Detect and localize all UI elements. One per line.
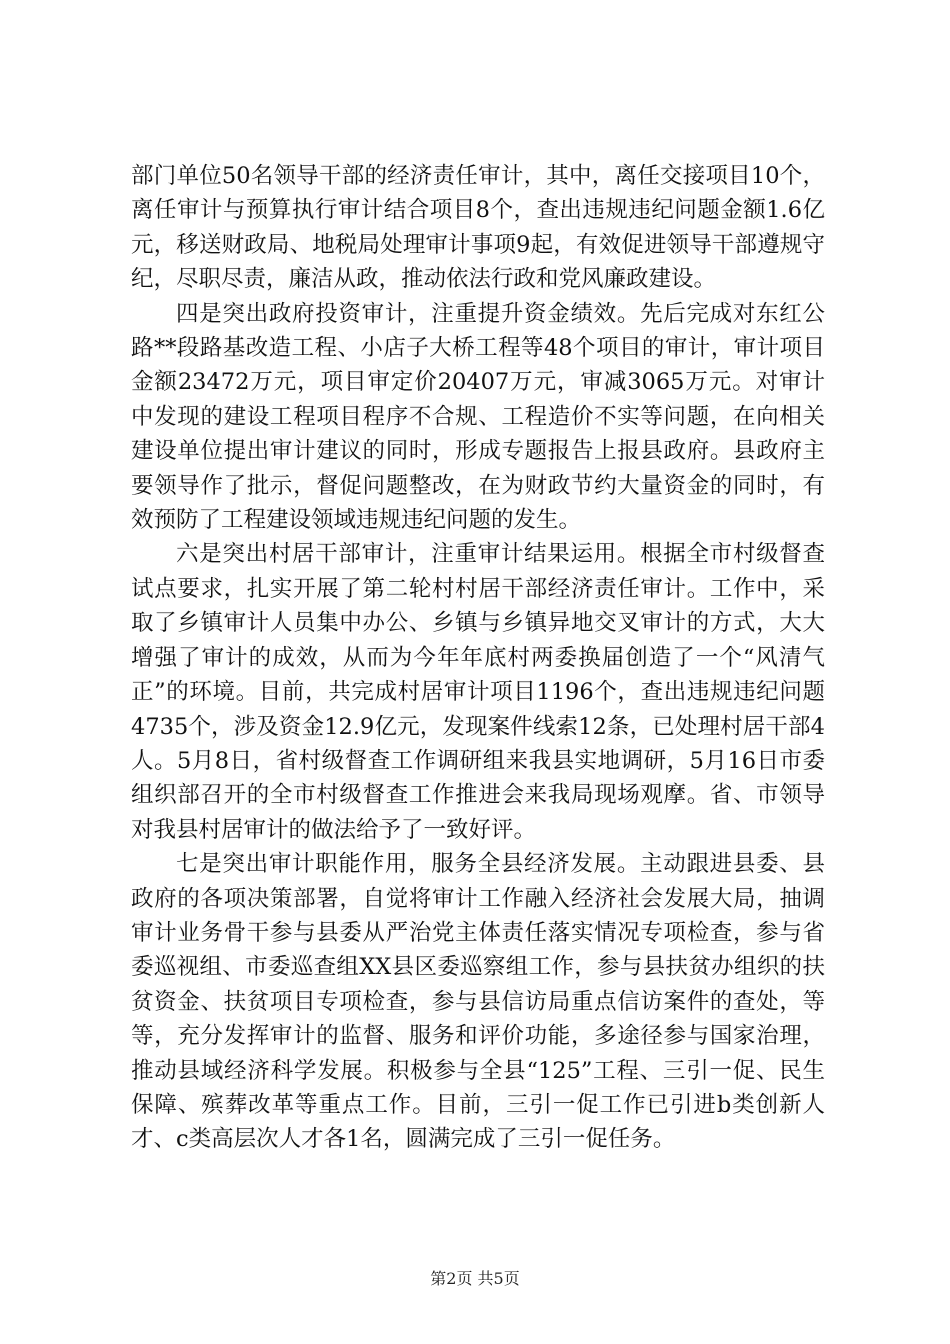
- document-body: [131, 159, 825, 1157]
- page-number-footer: 第2页 共5页: [430, 1269, 520, 1288]
- paragraph-audit-function: 七是突出审计职能作用，服务全县经济发展。主动跟进县委、县政府的各项决策部署，自觉将审计工作融入经济社会发展大局，抽调审计业务骨干参与县委从严治党主体责任落实情况专项检查，参与省委巡视组、市委巡查组XX县区委巡察组工作，参与县扶贫办组织的扶贫资金、扶贫项目专项检查，参与县信访局重点信访案件的查处，等等，充分发挥审计的监督、服务和评价功能，多途径参与国家治理，推动县域经济科学发展。积极参与全县“125”工程、三引一促、民生保障、殡葬改革等重点工作。目前，三引一促工作已引进b类创新人才、c类高层次人才各1名，圆满完成了三引一促任务。: [131, 851, 825, 1153]
- paragraph-leadership-audit: 部门单位50名领导干部的经济责任审计，其中，离任交接项目10个，离任审计与预算执行审计结合项目8个，查出违规违纪问题金额1.6亿元，移送财政局、地税局处理审计事项9起，有效促进领导干部遵规守纪，尽职尽责，廉洁从政，推动依法行政和党风廉政建设。: [131, 163, 825, 293]
- paragraph-government-investment-audit: 四是突出政府投资审计，注重提升资金绩效。先后完成对东红公路**段路基改造工程、小店子大桥工程等48个项目的审计，审计项目金额23472万元，项目审定价20407万元，审减3065万元。对审计中发现的建设工程项目程序不合规、工程造价不实等问题，在向相关建设单位提出审计建议的同时，形成专题报告上报县政府。县政府主要领导作了批示，督促问题整改，在为财政节约大量资金的同时，有效预防了工程建设领域违规违纪问题的发生。: [131, 300, 825, 534]
- paragraph-village-cadre-audit: 六是突出村居干部审计，注重审计结果运用。根据全市村级督查试点要求，扎实开展了第二轮村村居干部经济责任审计。工作中，采取了乡镇审计人员集中办公、乡镇与乡镇异地交叉审计的方式，大大增强了审计的成效，从而为今年年底村两委换届创造了一个“风清气正”的环境。目前，共完成村居审计项目1196个，查出违规违纪问题4735个，涉及资金12.9亿元，发现案件线索12条，已处理村居干部4人。5月8日，省村级督查工作调研组来我县实地调研，5月16日市委组织部召开的全市村级督查工作推进会来我局现场观摩。省、市领导对我县村居审计的做法给予了一致好评。: [131, 541, 825, 843]
